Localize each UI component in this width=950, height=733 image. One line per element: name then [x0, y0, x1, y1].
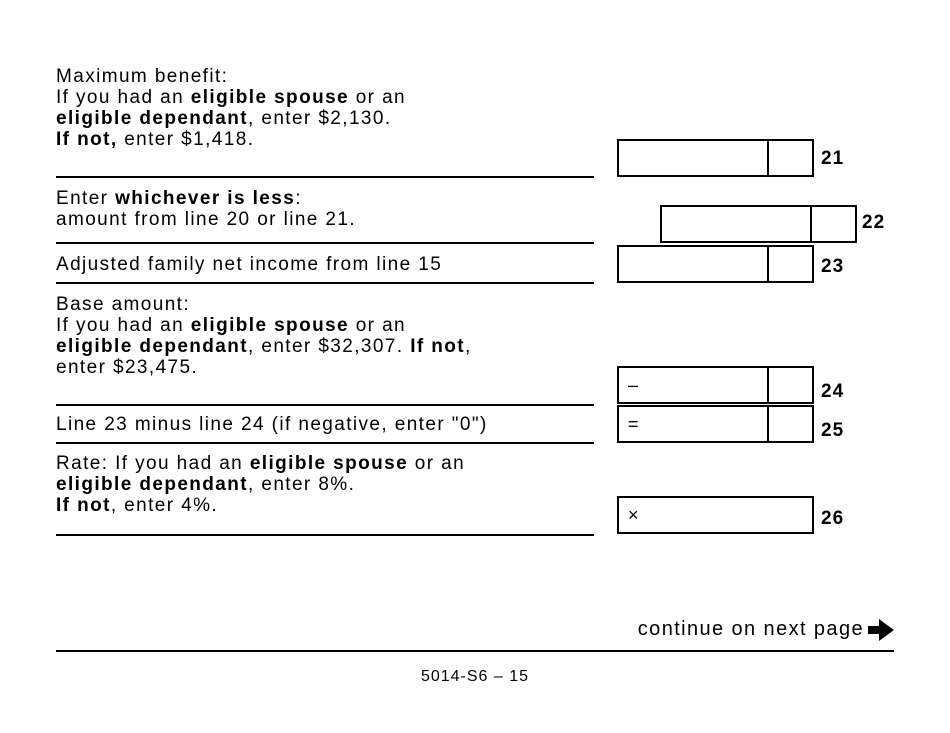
line-21-cents[interactable] [767, 141, 812, 175]
line-24-label: Base amount: If you had an eligible spouse or an eligible dependant, enter $32,307. If not, enter $23,475. [56, 294, 472, 378]
line-21-text-1: Maximum benefit: [56, 66, 229, 87]
page-number: 5014-S6 – 15 [420, 668, 530, 685]
divider [56, 176, 594, 178]
divider [56, 242, 594, 244]
divider [56, 442, 594, 444]
line-25-label: Line 23 minus line 24 (if negative, enter "0") [56, 414, 488, 435]
divider [56, 282, 594, 284]
multiply-sign: × [628, 505, 639, 525]
line-22-input[interactable] [660, 205, 857, 243]
line-21-number: 21 [821, 148, 845, 169]
line-24-input[interactable] [617, 366, 814, 404]
line-25-cents[interactable] [767, 407, 812, 441]
continue-note [638, 618, 894, 641]
line-24-number: 24 [821, 381, 845, 402]
line-23-number: 23 [821, 256, 845, 277]
line-26-number: 26 [821, 508, 845, 529]
line-23-cents[interactable] [767, 247, 812, 281]
line-25-number: 25 [821, 420, 845, 441]
divider [56, 404, 594, 406]
line-26-input[interactable] [617, 496, 814, 534]
minus-sign: – [628, 375, 639, 395]
line-24-cents[interactable] [767, 368, 812, 402]
continue-text: continue on next page [637, 618, 864, 640]
line-23-input[interactable] [617, 245, 814, 283]
divider [56, 534, 594, 536]
line-22-number: 22 [862, 212, 886, 233]
line-21-input[interactable] [617, 139, 814, 177]
arrow-right-icon [868, 619, 894, 641]
line-22-label: Enter whichever is less: amount from line 20 or line 21. [56, 188, 357, 230]
line-22-cents[interactable] [810, 207, 855, 241]
footer-divider [56, 650, 894, 652]
line-23-label: Adjusted family net income from line 15 [56, 254, 443, 275]
line-26-label: Rate: If you had an eligible spouse or an eligible dependant, enter 8%. If not, enter 4%. [56, 453, 466, 516]
line-25-input[interactable] [617, 405, 814, 443]
equals-sign: = [628, 414, 639, 434]
line-21-label: Maximum benefit: If you had an eligible spouse or an eligible dependant, enter $2,130. If not, enter $1,418. [56, 66, 407, 150]
